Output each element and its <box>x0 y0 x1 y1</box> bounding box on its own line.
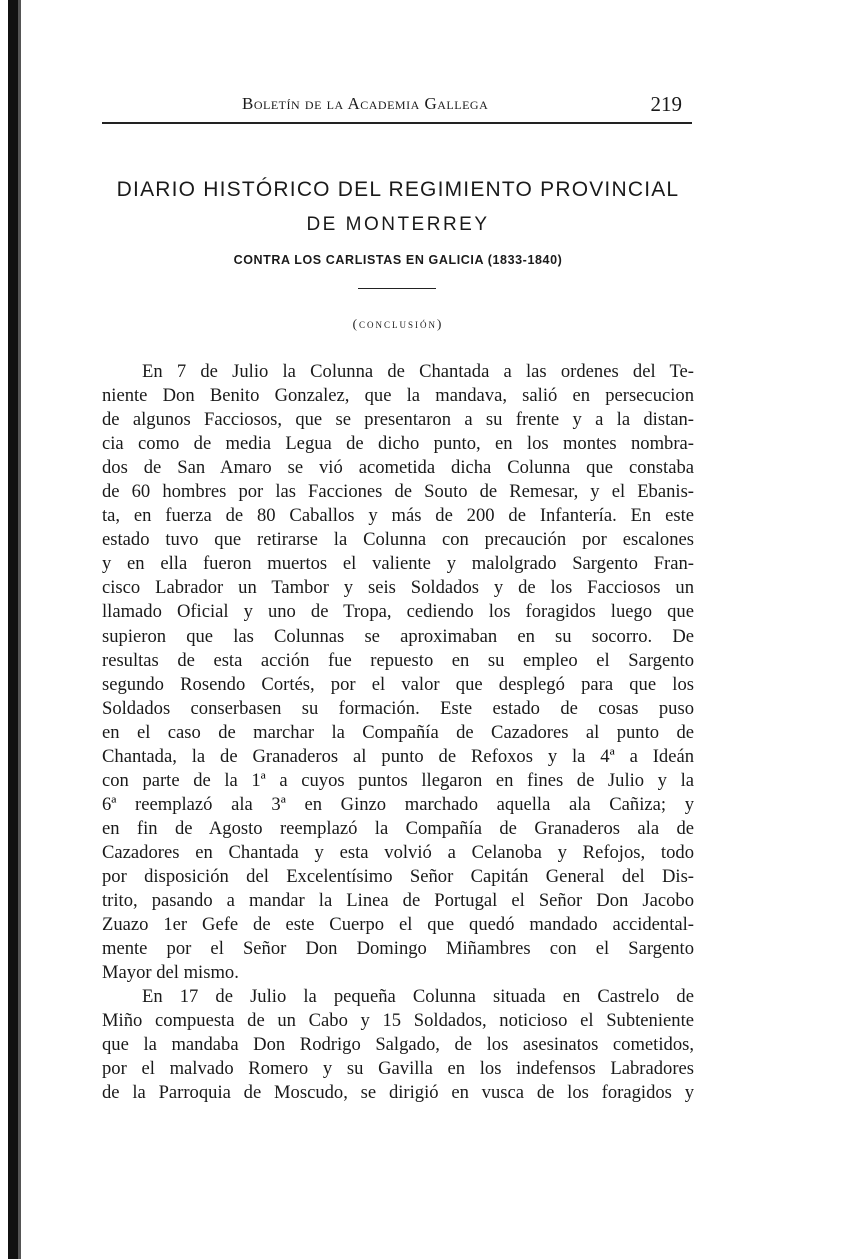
book-spine-edge <box>18 0 21 1259</box>
text-line: supieron que las Colunnas se aproximaban en su socorro. De <box>102 625 694 647</box>
text-line: resultas de esta acción fue repuesto en su empleo el Sargento <box>102 649 694 671</box>
article-title-line-2: DE MONTERREY <box>306 214 490 235</box>
text-line: En 17 de Julio la pequeña Colunna situada en Castrelo de <box>142 986 694 1008</box>
text-line: estado tuvo que retirarse la Colunna con precaución por escalones <box>102 529 694 551</box>
text-line: 6ª reemplazó ala 3ª en Ginzo marchado aquella ala Cañiza; y <box>102 793 694 815</box>
text-line: llamado Oficial y uno de Tropa, cediendo los foragidos luego que <box>102 601 694 623</box>
section-note: (conclusión) <box>352 316 444 331</box>
running-header <box>102 92 694 120</box>
text-line: segundo Rosendo Cortés, por el valor que desplegó para que los <box>102 673 694 695</box>
title-divider <box>358 288 436 289</box>
text-line: que la mandaba Don Rodrigo Salgado, de los asesinatos cometidos, <box>102 1034 694 1056</box>
article-body <box>102 360 694 1105</box>
text-line: con parte de la 1ª a cuyos puntos llegaron en fines de Julio y la <box>102 769 694 791</box>
running-title: Boletín de la Academia Gallega <box>242 94 489 113</box>
header-rule <box>102 122 692 124</box>
text-line: Cazadores en Chantada y esta volvió a Celanoba y Refojos, todo <box>102 841 694 863</box>
text-line: trito, pasando a mandar la Linea de Portugal el Señor Don Jacobo <box>102 890 694 912</box>
text-line: ta, en fuerza de 80 Caballos y más de 200 de Infantería. En este <box>102 505 694 527</box>
text-line: en el caso de marchar la Compañía de Cazadores al punto de <box>102 721 694 743</box>
text-line: Miño compuesta de un Cabo y 15 Soldados, noticioso el Subteniente <box>102 1010 694 1032</box>
text-line: de la Parroquia de Moscudo, se dirigió en vusca de los foragidos y <box>102 1082 694 1104</box>
text-line: y en ella fueron muertos el valiente y malolgrado Sargento Fran- <box>102 553 694 575</box>
text-line: de algunos Facciosos, que se presentaron a su frente y a la distan- <box>102 409 694 431</box>
text-line: En 7 de Julio la Colunna de Chantada a las ordenes del Te- <box>142 361 694 382</box>
text-line: Soldados conserbasen su formación. Este estado de cosas puso <box>102 697 694 719</box>
text-line: Chantada, la de Granaderos al punto de Refoxos y la 4ª a Ideán <box>102 745 694 767</box>
text-line: dos de San Amaro se vió acometida dicha Colunna que constaba <box>102 457 694 479</box>
text-line: mente por el Señor Don Domingo Miñambres con el Sargento <box>102 938 694 960</box>
article-subtitle: CONTRA LOS CARLISTAS EN GALICIA (1833-1840) <box>233 253 563 267</box>
text-line: en fin de Agosto reemplazó la Compañía de Granaderos ala de <box>102 817 694 839</box>
article-title-line-1: DIARIO HISTÓRICO DEL REGIMIENTO PROVINCIAL <box>116 178 680 201</box>
text-line: por disposición del Excelentísimo Señor Capitán General del Dis- <box>102 865 694 887</box>
text-line: cisco Labrador un Tambor y seis Soldados y de los Facciosos un <box>102 577 694 599</box>
page-number: 219 <box>650 92 682 116</box>
text-line: de 60 hombres por las Facciones de Souto de Remesar, y el Ebanis- <box>102 481 694 503</box>
text-line: cia como de media Legua de dicho punto, en los montes nombra- <box>102 433 694 455</box>
text-line: niente Don Benito Gonzalez, que la mandava, salió en persecucion <box>102 385 694 407</box>
book-spine-shadow <box>8 0 18 1259</box>
text-line: por el malvado Romero y su Gavilla en los indefensos Labradores <box>102 1058 694 1080</box>
text-line: Mayor del mismo. <box>102 962 239 984</box>
text-line: Zuazo 1er Gefe de este Cuerpo el que quedó mandado accidental- <box>102 914 694 936</box>
